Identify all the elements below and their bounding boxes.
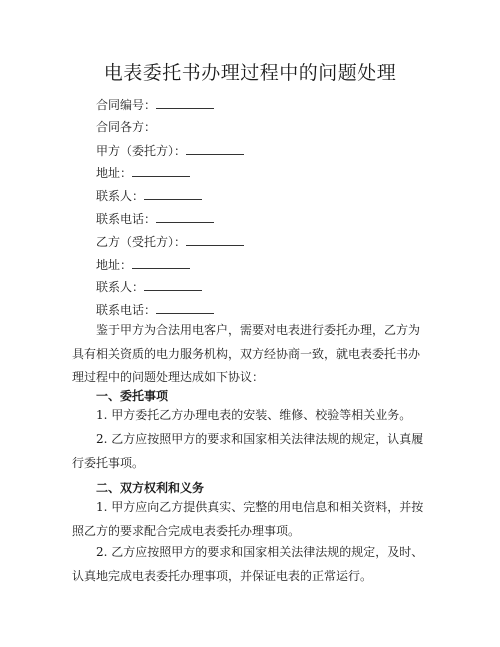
section-heading-delegation: 一、委托事项 bbox=[96, 389, 169, 403]
section-item: 1. 甲方应向乙方提供真实、完整的用电信息和相关资料，并按照乙方的要求配合完成电表委托办理事项。 bbox=[72, 500, 424, 538]
section-item: 1. 甲方委托乙方办理电表的安装、维修、校验等相关业务。 bbox=[96, 408, 412, 422]
fill-blank[interactable] bbox=[132, 164, 190, 177]
field-label: 乙方（受托方）： bbox=[96, 235, 187, 249]
field-label: 联系电话： bbox=[96, 303, 157, 317]
fill-blank[interactable] bbox=[144, 187, 202, 200]
field-party-b bbox=[96, 233, 244, 250]
section-item: 2. 乙方应按照甲方的要求和国家相关法律法规的规定，认真履行委托事项。 bbox=[72, 432, 424, 470]
field-label: 甲方（委托方）： bbox=[96, 144, 187, 158]
field-label: 联系人： bbox=[96, 189, 145, 203]
section-item: 2. 乙方应按照甲方的要求和国家相关法律法规的规定，及时、认真地完成电表委托办理事项，并保证电表的正常运行。 bbox=[72, 545, 424, 583]
field-contact-a bbox=[96, 187, 202, 204]
fill-blank[interactable] bbox=[156, 210, 214, 223]
field-label: 地址： bbox=[96, 258, 133, 272]
intro-paragraph: 鉴于甲方为合法用电客户，需要对电表进行委托办理，乙方为具有相关资质的电力服务机构，双方经协商一致，就电表委托书办理过程中的问题处理达成如下协议： bbox=[72, 323, 421, 384]
field-parties bbox=[96, 119, 156, 135]
field-label: 联系人： bbox=[96, 280, 145, 294]
fill-blank[interactable] bbox=[132, 256, 190, 269]
field-phone-b bbox=[96, 301, 214, 318]
field-party-a bbox=[96, 142, 244, 159]
field-address-b bbox=[96, 256, 190, 273]
field-contract-number bbox=[96, 96, 214, 113]
fill-blank[interactable] bbox=[144, 278, 202, 291]
fill-blank[interactable] bbox=[186, 142, 244, 155]
field-label: 合同各方： bbox=[96, 120, 157, 134]
field-address-a bbox=[96, 164, 190, 181]
fill-blank[interactable] bbox=[156, 301, 214, 314]
section-heading-rights: 二、双方权利和义务 bbox=[96, 481, 205, 495]
field-label: 地址： bbox=[96, 166, 133, 180]
field-label: 联系电话： bbox=[96, 212, 157, 226]
field-contact-b bbox=[96, 278, 202, 295]
fill-blank[interactable] bbox=[186, 233, 244, 246]
document-title: 电表委托书办理过程中的问题处理 bbox=[103, 62, 397, 84]
field-phone-a bbox=[96, 210, 214, 227]
fill-blank[interactable] bbox=[156, 96, 214, 109]
field-label: 合同编号： bbox=[96, 98, 157, 112]
